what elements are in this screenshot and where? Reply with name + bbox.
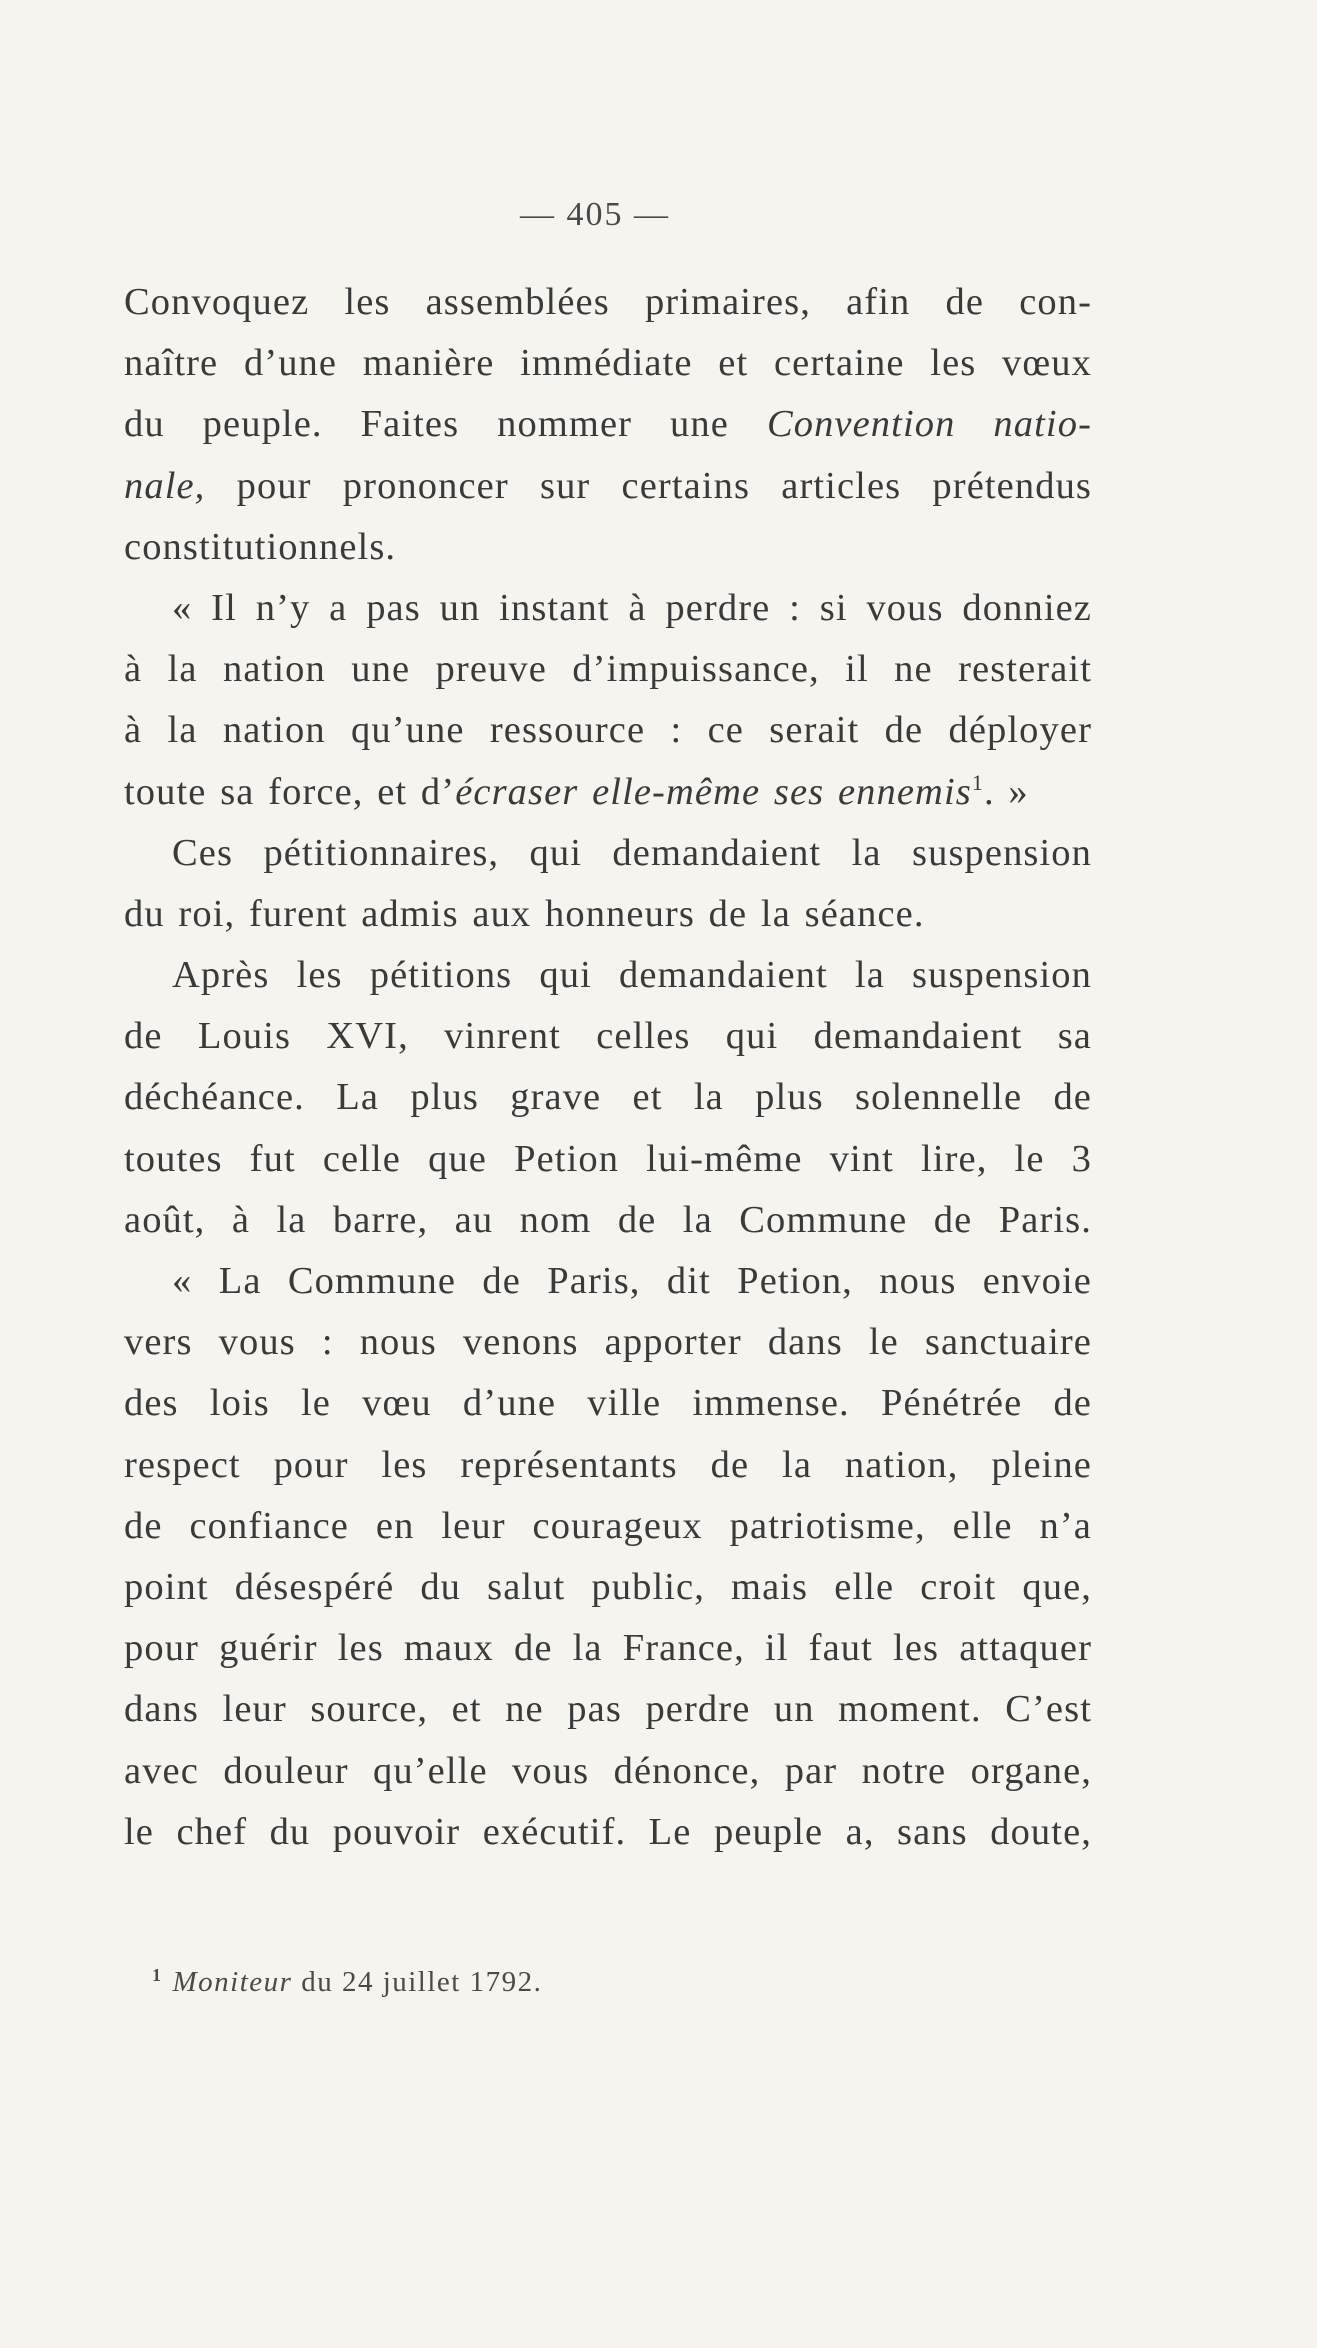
text-line: de Louis XVI, vinrent celles qui demandaient sa	[124, 1015, 1092, 1058]
text-line: dans leur source, et ne pas perdre un moment. C’est	[124, 1688, 1092, 1731]
text-line: déchéance. La plus grave et la plus solennelle de	[124, 1076, 1092, 1119]
text-line: avec douleur qu’elle vous dénonce, par notre organe,	[124, 1749, 1092, 1792]
text-line: « Il n’y a pas un instant à perdre : si vous donniez	[172, 586, 1092, 629]
text-line: à la nation qu’une ressource : ce serait de déployer	[124, 709, 1092, 752]
text-line	[124, 394, 1092, 455]
text-line: à la nation une preuve d’impuissance, il ne resterait	[124, 648, 1092, 691]
text-line: pour guérir les maux de la France, il faut les attaquer	[124, 1627, 1092, 1670]
text-span: . »	[983, 770, 1029, 813]
text-line: Ces pétitionnaires, qui demandaient la suspension	[172, 831, 1092, 874]
text-line: de confiance en leur courageux patriotisme, elle n’a	[124, 1504, 1092, 1547]
text-line: respect pour les représentants de la nation, pleine	[124, 1443, 1092, 1486]
paragraph-3	[124, 823, 1092, 945]
text-line: toutes fut celle que Petion lui-même vint lire, le 3	[124, 1137, 1092, 1180]
text-line: vers vous : nous venons apporter dans le sanctuaire	[124, 1321, 1092, 1364]
text-line: le chef du pouvoir exécutif. Le peuple a, sans doute,	[124, 1810, 1092, 1853]
footnote	[152, 1966, 1052, 1999]
text-line: août, à la barre, au nom de la Commune de Paris.	[124, 1198, 1092, 1241]
text-span: toute sa force, et d’	[124, 770, 456, 813]
footnote-source: Moniteur	[172, 1966, 293, 1998]
text-line: Après les pétitions qui demandaient la suspension	[172, 954, 1092, 997]
text-span: du peuple. Faites nommer une	[124, 403, 729, 446]
page-number: — 405 —	[520, 196, 670, 233]
text-line: naître d’une manière immédiate et certaine les vœux	[124, 342, 1092, 385]
text-span: pour prononcer sur certains articles prétendus	[205, 464, 1092, 507]
text-line: point désespéré du salut public, mais elle croit que,	[124, 1565, 1092, 1608]
text-line	[124, 456, 1092, 517]
paragraph-5	[124, 1251, 1092, 1863]
italic-title: Convention natio-	[766, 403, 1093, 446]
footnote-ref: 1	[971, 769, 984, 795]
text-line: Convoquez les assemblées primaires, afin de con-	[124, 281, 1092, 323]
body-text	[124, 272, 1092, 1863]
text-line: constitutionnels.	[124, 525, 397, 568]
footnote-marker: 1	[152, 1965, 163, 1985]
text-line: des lois le vœu d’une ville immense. Pénétrée de	[124, 1382, 1092, 1425]
italic-quote: écraser elle-même ses ennemis	[455, 770, 972, 813]
footnote-text: du 24 juillet 1792.	[292, 1966, 543, 1998]
italic-title-cont: nale,	[124, 464, 206, 507]
text-line: « La Commune de Paris, dit Petion, nous envoie	[172, 1260, 1092, 1302]
paragraph-2	[124, 578, 1092, 823]
text-line	[124, 762, 1092, 823]
paragraph-1	[124, 272, 1092, 578]
text-line: du roi, furent admis aux honneurs de la séance.	[124, 892, 925, 935]
paragraph-4	[124, 945, 1092, 1251]
